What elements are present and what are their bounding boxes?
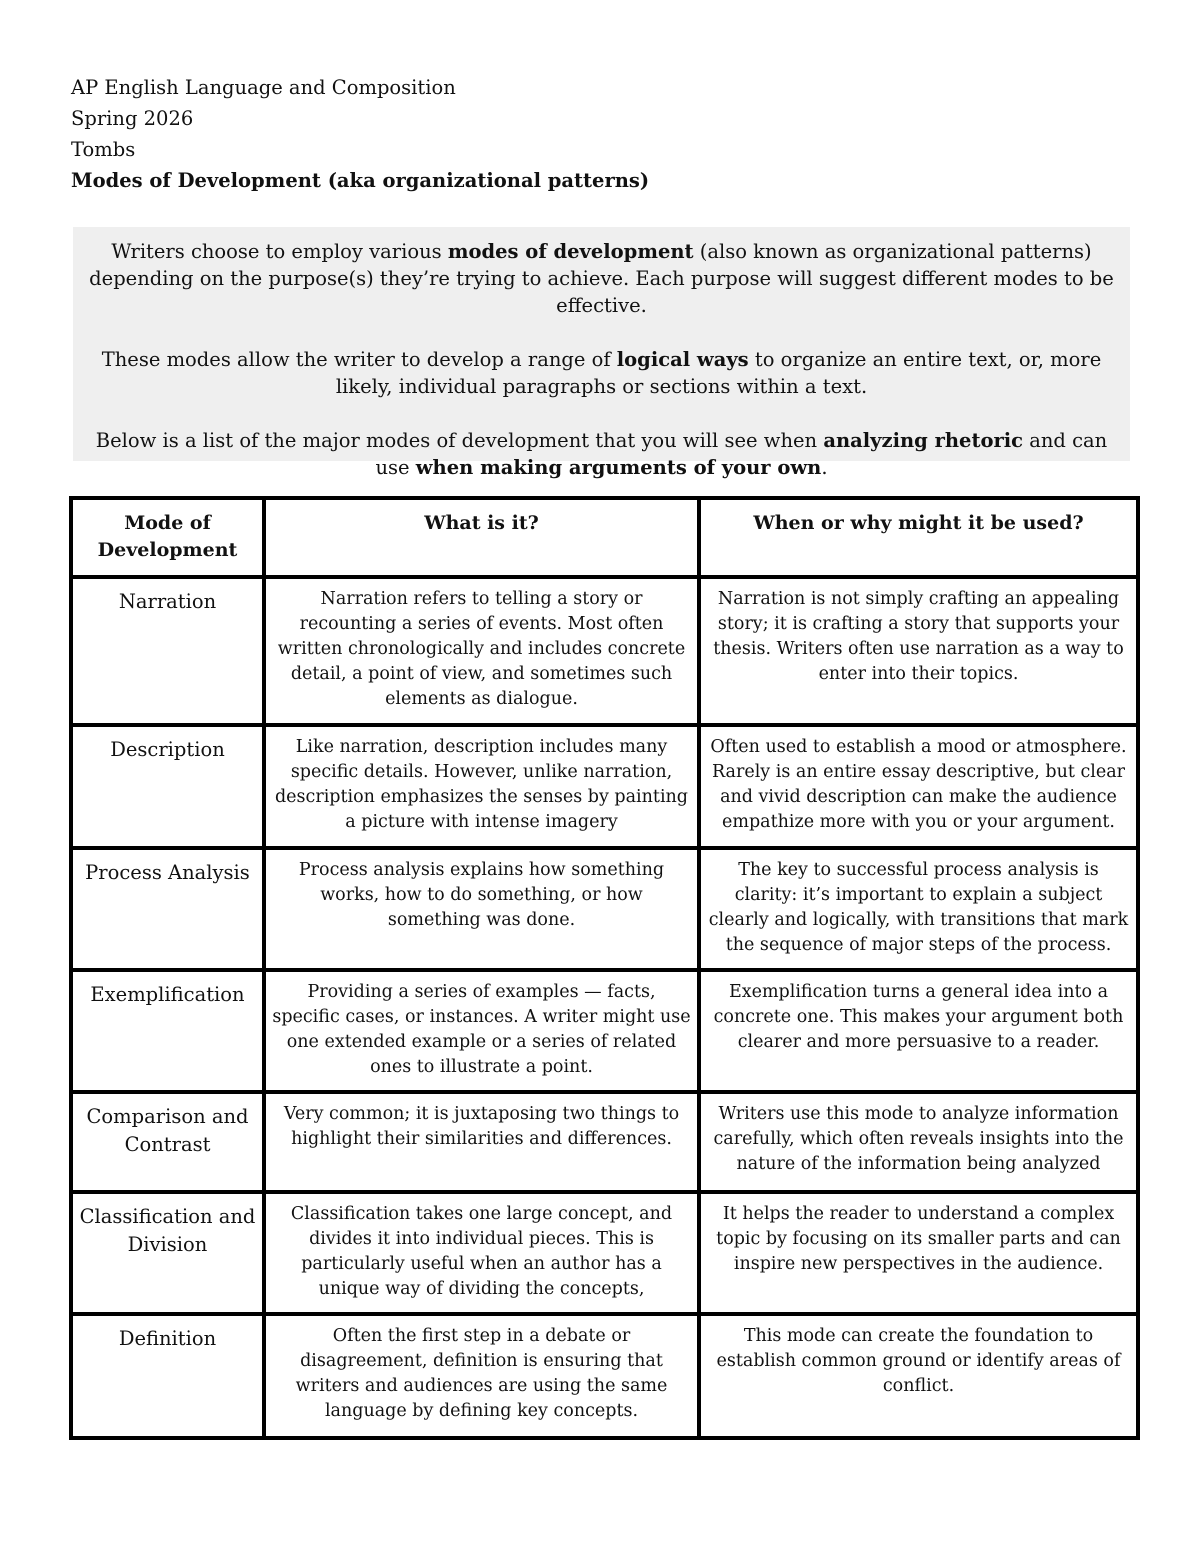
- intro-paragraph-2: [87, 346, 1116, 400]
- mode-definition: Often the first step in a debate or disagreement, definition is ensuring that writers and audiences are using the same language by defining key concepts.: [264, 1314, 699, 1438]
- table-row: [71, 1192, 1138, 1314]
- term: Spring 2026: [71, 107, 194, 130]
- mode-usage: Narration is not simply crafting an appealing story; it is crafting a story that supports your thesis. Writers often use narration as a way to enter into their topics.: [699, 577, 1138, 725]
- mode-name: Process Analysis: [71, 848, 264, 970]
- mode-usage: Often used to establish a mood or atmosphere. Rarely is an entire essay descriptive, but clear and vivid description can make the audience empathize more with you or your argument.: [699, 725, 1138, 848]
- mode-definition: Narration refers to telling a story or recounting a series of events. Most often written chronologically and includes concrete detail, a point of view, and sometimes such elements as dialogue.: [264, 577, 699, 725]
- intro-emphasis: modes of development: [447, 240, 694, 263]
- mode-name: Comparison and Contrast: [71, 1092, 264, 1192]
- intro-emphasis: analyzing rhetoric: [823, 429, 1024, 452]
- intro-paragraph-1: [87, 238, 1116, 319]
- intro-text: to organize an entire text, or, more likely, individual paragraphs or sections within a text.: [335, 348, 1102, 398]
- mode-name: Narration: [71, 577, 264, 725]
- mode-definition: Process analysis explains how something works, how to do something, or how something was done.: [264, 848, 699, 970]
- instructor-name: Tombs: [71, 138, 136, 161]
- intro-emphasis: logical ways: [616, 348, 749, 371]
- table-row: [71, 1092, 1138, 1192]
- mode-definition: Providing a series of examples — facts, specific cases, or instances. A writer might use one extended example or a series of related ones to illustrate a point.: [264, 970, 699, 1092]
- mode-usage: It helps the reader to understand a complex topic by focusing on its smaller parts and can inspire new perspectives in the audience.: [699, 1192, 1138, 1314]
- intro-text: Writers choose to employ various: [111, 240, 448, 263]
- modes-table: [69, 496, 1140, 1440]
- intro-box: [73, 227, 1130, 479]
- table-row: [71, 725, 1138, 848]
- header-mode: Mode of Development: [71, 498, 264, 577]
- mode-usage: This mode can create the foundation to establish common ground or identify areas of conflict.: [699, 1314, 1138, 1438]
- document-header: [71, 72, 649, 196]
- mode-definition: Classification takes one large concept, and divides it into individual pieces. This is particularly useful when an author has a unique way of dividing the concepts,: [264, 1192, 699, 1314]
- course-name: AP English Language and Composition: [71, 76, 456, 99]
- table-header-row: [71, 498, 1138, 577]
- table-row: [71, 577, 1138, 725]
- header-what: What is it?: [264, 498, 699, 577]
- mode-name: Exemplification: [71, 970, 264, 1092]
- table-row: [71, 848, 1138, 970]
- intro-text: .: [821, 456, 828, 479]
- mode-usage: The key to successful process analysis is clarity: it’s important to explain a subject clearly and logically, with transitions that mark the sequence of major steps of the process.: [699, 848, 1138, 970]
- intro-text: These modes allow the writer to develop a range of: [101, 348, 617, 371]
- mode-definition: Very common; it is juxtaposing two things to highlight their similarities and differences.: [264, 1092, 699, 1192]
- mode-usage: Writers use this mode to analyze information carefully, which often reveals insights into the nature of the information being analyzed: [699, 1092, 1138, 1192]
- intro-text: and can use: [375, 429, 1108, 479]
- mode-definition: Like narration, description includes many specific details. However, unlike narration, description emphasizes the senses by painting a picture with intense imagery: [264, 725, 699, 848]
- mode-usage: Exemplification turns a general idea into a concrete one. This makes your argument both clearer and more persuasive to a reader.: [699, 970, 1138, 1092]
- mode-name: Definition: [71, 1314, 264, 1438]
- intro-text: Below is a list of the major modes of development that you will see when: [95, 429, 824, 452]
- table-row: [71, 1314, 1138, 1438]
- document-title: Modes of Development (aka organizational patterns): [71, 169, 650, 192]
- mode-name: Classification and Division: [71, 1192, 264, 1314]
- table-row: [71, 970, 1138, 1092]
- intro-paragraph-3: [87, 427, 1116, 481]
- header-why: When or why might it be used?: [699, 498, 1138, 577]
- intro-emphasis: when making arguments of your own: [415, 456, 822, 479]
- intro-text: (also known as organizational patterns) depending on the purpose(s) they’re trying to achieve. Each purpose will suggest different modes to be effective.: [89, 240, 1114, 317]
- mode-name: Description: [71, 725, 264, 848]
